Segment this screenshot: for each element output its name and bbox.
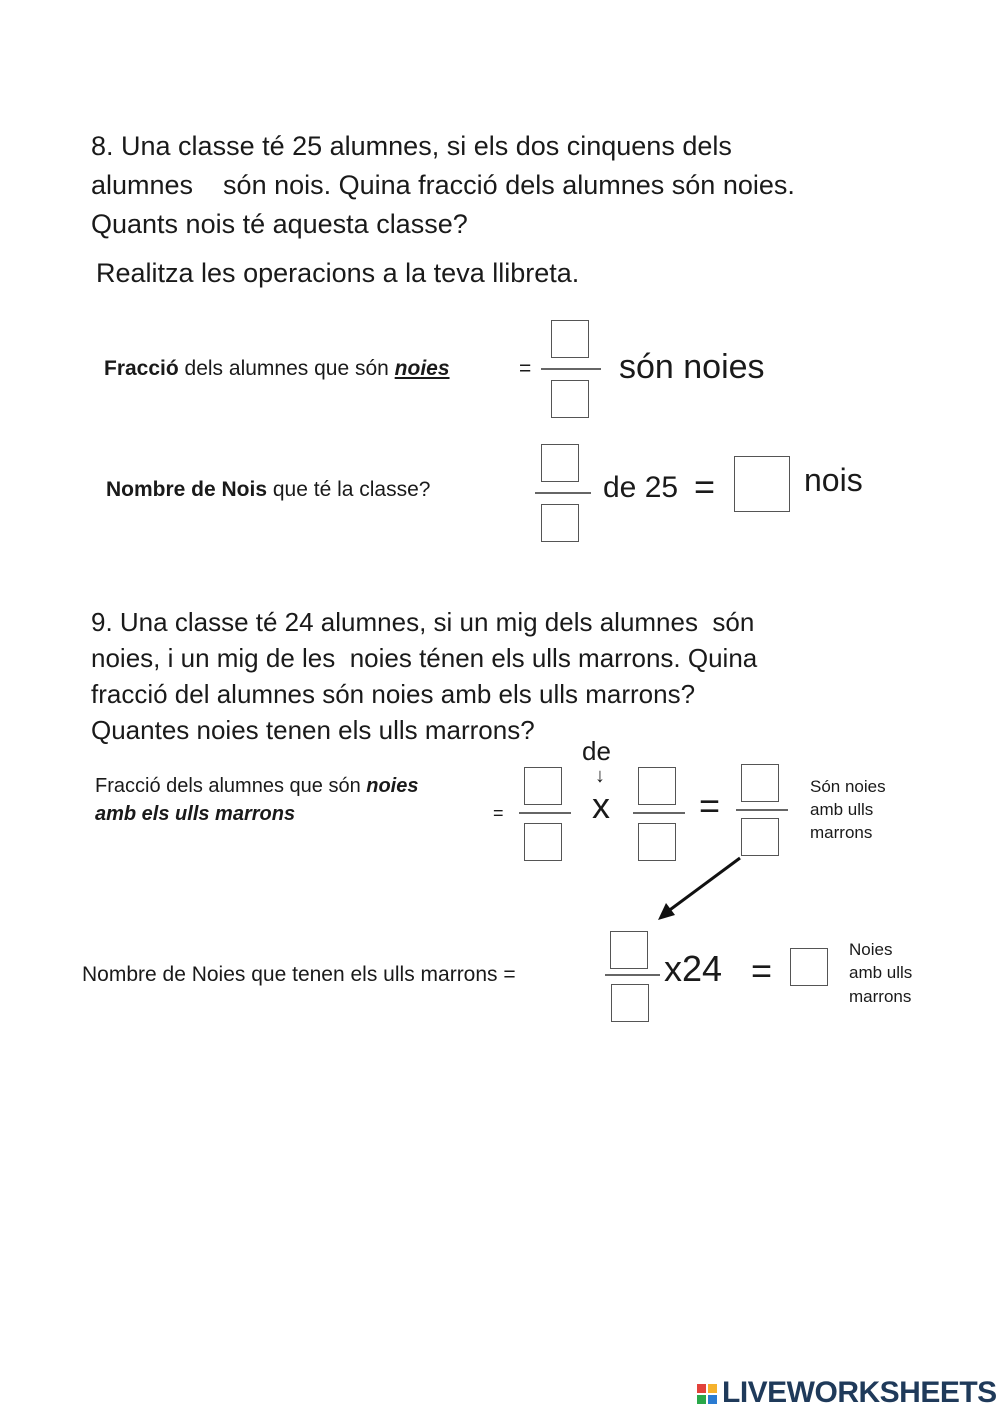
q8-line-3: Quants nois té aquesta classe?	[91, 209, 468, 239]
q9-girls-count-label: Nombre de Noies que tenen els ulls marrons =	[82, 963, 516, 986]
q8-son-noies-text: són noies	[619, 348, 765, 386]
q9-equals-sign: =	[493, 803, 504, 823]
q9-son-noies-label-2: amb ulls	[810, 800, 874, 819]
q8-line-1: 8. Una classe té 25 alumnes, si els dos cinquens dels	[91, 131, 732, 161]
q9-son-noies-label-1: Són noies	[810, 777, 886, 796]
q9-fraction-label-emph2: amb els ulls marrons	[95, 803, 296, 825]
q9-noies-label-2: amb ulls	[849, 963, 913, 982]
q9-noies-label-3: marrons	[849, 987, 912, 1006]
q9-times-sign: x	[592, 785, 610, 826]
q9-line-3: fracció del alumnes són noies amb els ulls marrons?	[91, 679, 696, 709]
q9-son-noies-label-3: marrons	[810, 823, 873, 842]
q9-line-1: 9. Una classe té 24 alumnes, si un mig dels alumnes són	[91, 607, 755, 637]
q9-de-text: de	[582, 736, 611, 766]
q8-fraction-label-emph: noies	[394, 357, 450, 380]
q9-equals-sign-2: =	[699, 785, 721, 826]
q8-line-2: alumnes són nois. Quina fracció dels alumnes són noies.	[91, 170, 795, 200]
q9-equals-sign-3: =	[751, 950, 773, 991]
q8-de-25-text: de 25	[603, 471, 679, 504]
q9-fraction-label-emph1: noies	[366, 775, 419, 797]
q8-equals-sign: =	[519, 357, 532, 380]
q8-nois-text: nois	[804, 462, 863, 498]
q8-fraction-label-mid: dels alumnes que són	[178, 357, 395, 380]
q9-line-2: noies, i un mig de les noies ténen els ulls marrons. Quina	[91, 643, 758, 673]
q8-boys-label-bold: Nombre de Nois	[106, 478, 268, 501]
q8-fraction-label-bold: Fracció	[104, 357, 179, 380]
q8-boys-label-rest: que té la classe?	[267, 478, 431, 501]
down-arrow-icon: ↓	[595, 765, 605, 787]
q9-line-4: Quantes noies tenen els ulls marrons?	[91, 715, 535, 745]
q9-times-24: x24	[664, 948, 723, 989]
q8-instruction: Realitza les operacions a la teva llibreta.	[96, 258, 580, 288]
q8-equals-sign-2: =	[694, 466, 716, 507]
q9-noies-label-1: Noies	[849, 940, 893, 959]
q9-fraction-label-text: Fracció dels alumnes que són	[95, 775, 367, 797]
liveworksheets-brand[interactable]: LIVEWORKSHEETS	[722, 1376, 997, 1409]
